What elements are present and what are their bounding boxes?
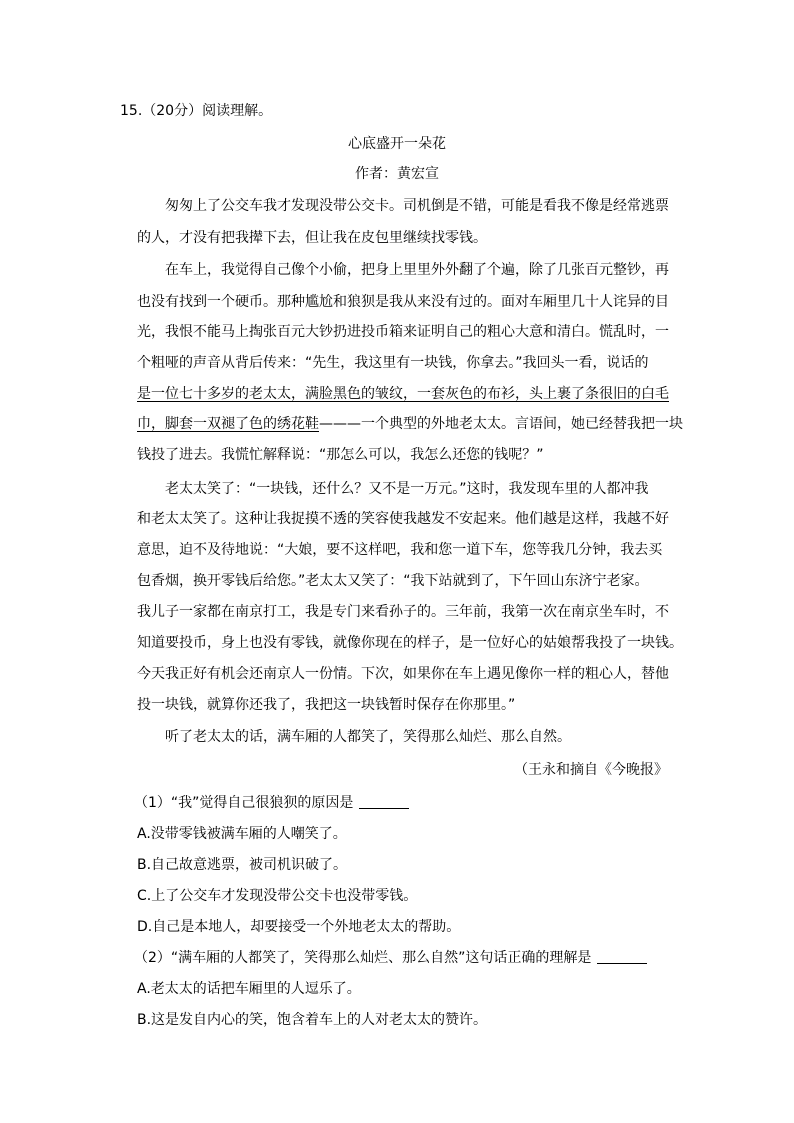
option-2-a: A.老太太的话把车厢里的人逗乐了。 [137, 981, 361, 997]
article-line: 也没有找到一个硬币。那种尴尬和狼狈是我从来没有过的。面对车厢里几十人诧异的目 [137, 294, 669, 310]
question-score: （20分） [142, 103, 203, 119]
underlined-article-line: 是一位七十多岁的老太太，满脸黑色的皱纹，一套灰色的布衫，头上裹了条很旧的白毛 [137, 386, 669, 402]
option-1-b: B.自己故意逃票，被司机识破了。 [137, 857, 348, 873]
article-line: 老太太笑了：“一块钱，还什么？又不是一万元。”这时，我发现车里的人都冲我 [165, 481, 649, 497]
article-line: 的人，才没有把我撵下去，但让我在皮包里继续找零钱。 [137, 230, 487, 246]
article-line: 光，我恨不能马上掏张百元大钞扔进投币箱来证明自己的粗心大意和清白。慌乱时，一 [137, 324, 669, 340]
article-line-rest: ———一个典型的外地老太太。言语间，她已经替我把一块 [319, 416, 683, 432]
article-author: 作者：黄宏宣 [355, 166, 439, 182]
article-line: 匆匆上了公交车我才发现没带公交卡。司机倒是不错，可能是看我不像是经常逃票 [165, 198, 669, 214]
option-1-a: A.没带零钱被满车厢的人嘲笑了。 [137, 826, 347, 842]
article-line-mixed [137, 414, 683, 434]
answer-blank-1[interactable] [359, 794, 409, 809]
article-line: 意思，迫不及待地说：“大娘，要不这样吧，我和您一道下车，您等我几分钟，我去买 [137, 542, 663, 558]
article-line: 今天我正好有机会还南京人一份情。下次，如果你在车上遇见像你一样的粗心人，替他 [137, 666, 669, 682]
answer-blank-2[interactable] [597, 949, 647, 964]
question-number: 15. [120, 103, 143, 119]
article-line: 个粗哑的声音从背后传来：“先生，我这里有一块钱，你拿去。”我回头一看，说话的 [137, 355, 649, 371]
article-line: 投一块钱，就算你还我了，我把这一块钱暂时保存在你那里。” [137, 697, 516, 713]
article-source: （王永和摘自《今晚报》 [514, 762, 668, 778]
article-line: 知道要投币，身上也没有零钱，就像你现在的样子，是一位好心的姑娘帮我投了一块钱。 [137, 635, 683, 651]
underlined-phrase: 巾，脚套一双褪了色的绣花鞋 [137, 416, 319, 432]
option-1-d: D.自己是本地人，却要接受一个外地老太太的帮助。 [137, 919, 461, 935]
article-line: 和老太太笑了。这种让我捉摸不透的笑容使我越发不安起来。他们越是这样，我越不好 [137, 511, 669, 527]
article-line: 我儿子一家都在南京打工，我是专门来看孙子的。三年前，我第一次在南京坐车时，不 [137, 604, 669, 620]
sub-question-1-stem [134, 793, 409, 813]
article-title: 心底盛开一朵花 [348, 136, 446, 152]
option-2-b: B.这是发自内心的笑，饱含着车上的人对老太太的赞许。 [137, 1012, 488, 1028]
article-line: 包香烟，换开零钱后给您。”老太太又笑了：“我下站就到了，下午回山东济宁老家。 [137, 573, 649, 589]
article-line: 钱投了进去。我慌忙解释说：“那怎么可以，我怎么还您的钱呢？” [137, 447, 544, 463]
article-line: 听了老太太的话，满车厢的人都笑了，笑得那么灿烂、那么自然。 [165, 729, 571, 745]
article-line: 在车上，我觉得自己像个小偷，把身上里里外外翻了个遍，除了几张百元整钞，再 [165, 262, 669, 278]
sub-question-1-text: （1）“我”觉得自己很狼狈的原因是 [134, 795, 354, 811]
option-1-c: C.上了公交车才发现没带公交卡也没带零钱。 [137, 888, 418, 904]
sub-question-2-text: （2）“满车厢的人都笑了，笑得那么灿烂、那么自然”这句话正确的理解是 [134, 950, 592, 966]
question-type: 阅读理解。 [202, 103, 273, 119]
sub-question-2-stem [134, 948, 647, 968]
question-header [120, 101, 272, 121]
